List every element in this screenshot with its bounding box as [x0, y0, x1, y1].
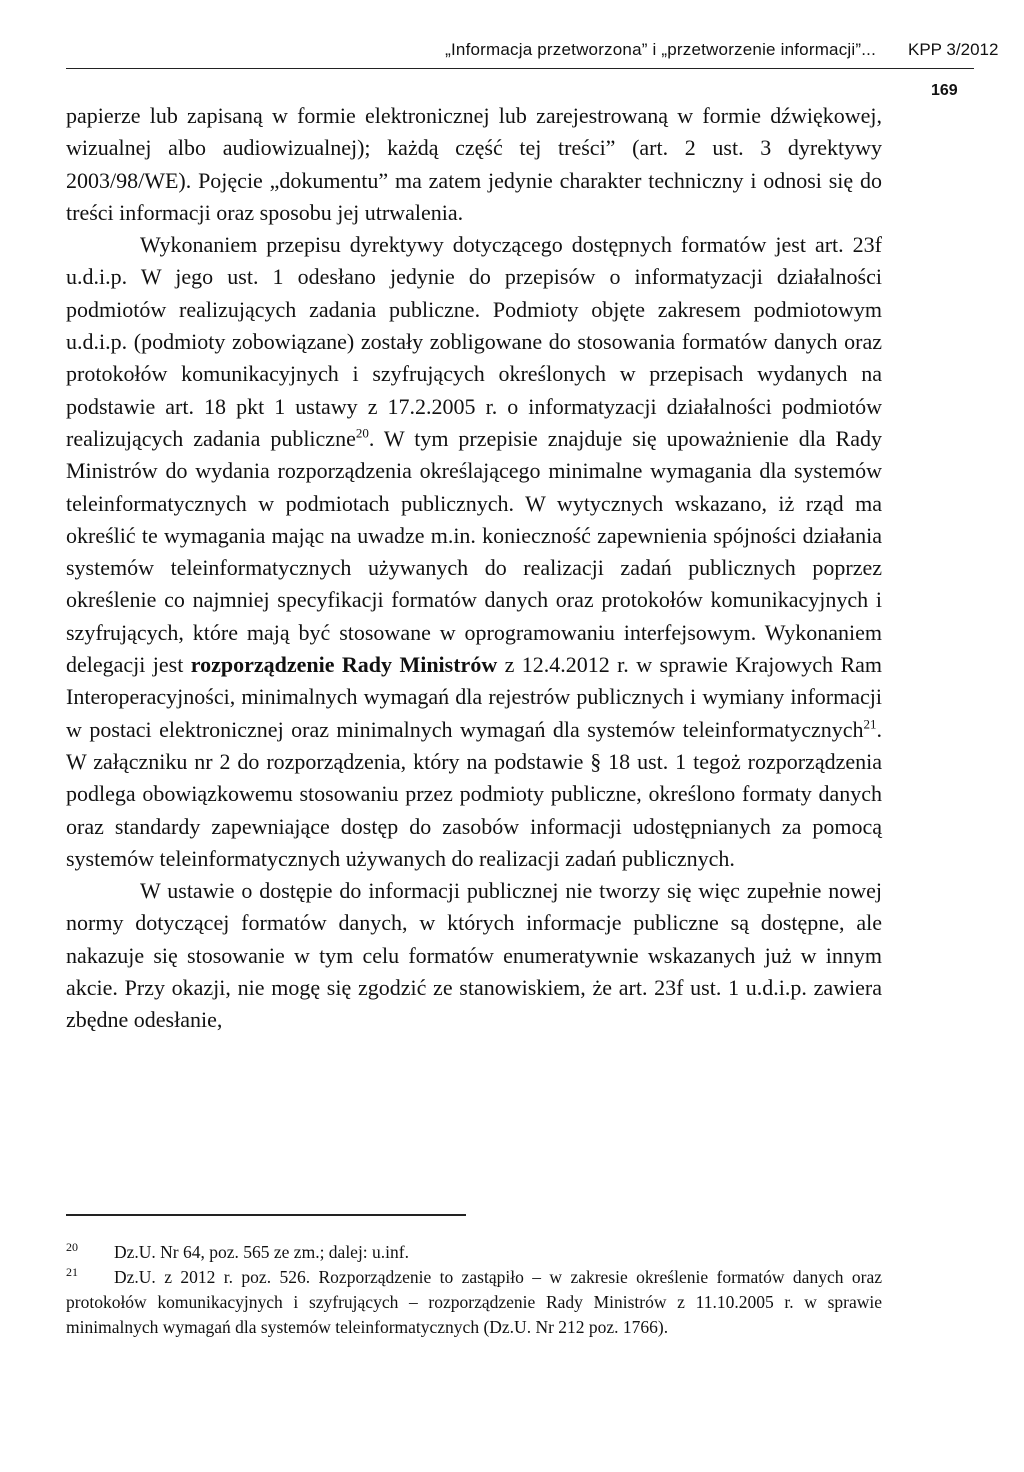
footnote-text: Dz.U. z 2012 r. poz. 526. Rozporządzenie to zastąpiło – w zakresie określenie formatów danych oraz protokołów komunikacyjnych i szyfrujących – rozporządzenie Rady Ministrów z 11.10.2005 r. w sprawie minimalnych wymagań dla systemów teleinformatycznych (Dz.U. Nr 212 poz. 1766).: [66, 1267, 882, 1337]
paragraph-2-part-d: . W załączniku nr 2 do rozporządzenia, który na podstawie § 18 ust. 1 tegoż rozporządzenia podlega obowiązkowemu stosowaniu przez podmioty publiczne, określono formaty danych oraz standardy zapewniające dostęp do zasobów informacji udostępnianych za pomocą systemów teleinformatycznych używanych do realizacji zadań publicznych.: [66, 716, 882, 871]
running-head: „Informacja przetworzona” i „przetworzenie informacji”...: [445, 40, 876, 59]
paragraph-1: papierze lub zapisaną w formie elektronicznej lub zarejestrowaną w formie dźwiękowej, wizualnej albo audiowizualnej); każdą część tej treści” (art. 2 ust. 3 dyrektywy 2003/98/WE). Pojęcie „dokumentu” ma zatem jedynie charakter techniczny i odnosi się do treści informacji oraz sposobu jej utrwalenia.: [66, 103, 882, 225]
footnotes: [66, 1240, 882, 1340]
paragraph-2-part-a: Wykonaniem przepisu dyrektywy dotyczącego dostępnych formatów jest art. 23f u.d.i.p. W jego ust. 1 odesłano jedynie do przepisów o informatyzacji działalności podmiotów realizujących zadania publiczne. Podmioty objęte zakresem podmiotowym u.d.i.p. (podmioty zobowiązane) zostały zobligowane do stosowania formatów danych oraz protokołów komunikacyjnych i szyfrujących określonych w przepisach wydanych na podstawie art. 18 pkt 1 ustawy z 17.2.2005 r. o informatyzacji działalności podmiotów realizujących zadania publiczne: [66, 232, 882, 451]
footnote-text: Dz.U. Nr 64, poz. 565 ze zm.; dalej: u.inf.: [114, 1242, 409, 1262]
page-number: 169: [931, 82, 958, 99]
paragraph-2: [66, 229, 882, 875]
footnote-21: 21 Dz.U. z 2012 r. poz. 526. Rozporządzenie to zastąpiło – w zakresie określenie formatów danych oraz protokołów komunikacyjnych i szyfrujących – rozporządzenie Rady Ministrów z 11.10.2005 r. w sprawie minimalnych wymagań dla systemów teleinformatycznych (Dz.U. Nr 212 poz. 1766).: [66, 1265, 882, 1337]
paragraph-3: W ustawie o dostępie do informacji publicznej nie tworzy się więc zupełnie nowej normy dotyczącej formatów danych, w których informacje publiczne są dostępne, ale nakazuje się stosowanie w tym celu formatów enumeratywnie wskazanych już w innym akcie. Przy okazji, nie mogę się zgodzić ze stanowiskiem, że art. 23f ust. 1 u.d.i.p. zawiera zbędne odesłanie,: [66, 878, 882, 1033]
journal-issue: KPP 3/2012: [908, 40, 999, 59]
header-rule: [66, 68, 974, 69]
body-text: [66, 100, 882, 1037]
paragraph-2-part-c: z 12.4.2012 r. w sprawie Krajowych Ram Interoperacyjności, minimalnych wymagań dla rejestrów publicznych i wymiany informacji w postaci elektronicznej oraz minimalnych wymagań dla systemów teleinformatycznych: [66, 652, 882, 742]
footnote-ref-21[interactable]: 21: [863, 716, 877, 732]
bold-regulation-title: rozporządzenie Rady Ministrów: [190, 652, 498, 678]
footnote-ref-20[interactable]: 20: [355, 425, 369, 441]
page-header: [0, 40, 1024, 70]
paragraph-2-part-b: . W tym przepisie znajduje się upoważnienie dla Rady Ministrów do wydania rozporządzenia określającego minimalne wymagania dla systemów teleinformatycznych w podmiotach publicznych. W wytycznych wskazano, iż rząd ma określić te wymagania mając na uwadze m.in. konieczność zapewnienia spójności działania systemów teleinformatycznych używanych do realizacji zadań publicznych poprzez określenie co najmniej specyfikacji formatów danych oraz protokołów komunikacyjnych i szyfrujących, które mają być stosowane w oprogramowaniu interfejsowym. Wykonaniem delegacji jest: [66, 425, 882, 678]
footnote-20: 20 Dz.U. Nr 64, poz. 565 ze zm.; dalej: u.inf.: [66, 1240, 409, 1262]
footnote-rule: [66, 1214, 466, 1216]
